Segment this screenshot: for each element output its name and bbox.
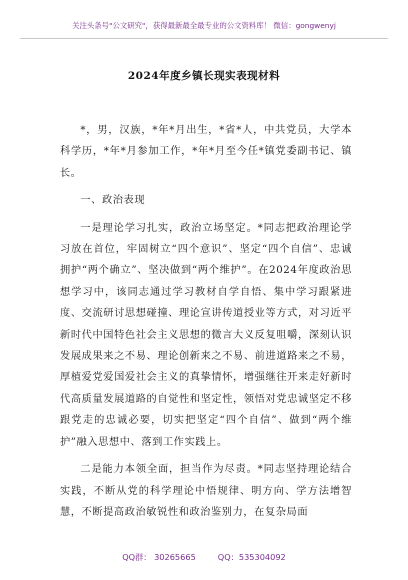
intro-paragraph: *，男，汉族，*年*月出生，*省*人，中共党员，大学本科学历，*年*月参加工作，*年*月至今任*镇党委副书记、镇长。 bbox=[60, 125, 352, 179]
header-divider bbox=[20, 38, 388, 39]
footer-contact bbox=[0, 552, 408, 563]
section-heading-political: 一、政治表现 bbox=[80, 195, 146, 207]
header-banner-note: 关注头条号"公文研究"，获得最新最全最专业的公文资料库！ 微信：gongwenyj bbox=[72, 21, 336, 30]
paragraph-ability: 二是能力本领全面，担当作为尽责。*同志坚持理论结合实践，不断从党的科学理论中悟规律、明方向、学方法增智慧，不断提高政治敏锐性和政治鉴别力，在复杂局面 bbox=[60, 464, 352, 518]
footer-qq-number: QQ：535304092 bbox=[217, 552, 286, 562]
paragraph-theory-study: 一是理论学习扎实，政治立场坚定。*同志把政治理论学习放在首位，牢固树立“四个意识”、坚定“四个自信”、忠诚拥护“两个确立”、坚决做到“两个维护”。在2024年度政治思想学习中，该同志通过学习教材自学自悟、集中学习跟紧进度、交流研讨思想碰撞、理论宣讲传道授业等方式，对习近平新时代中国特色社会主义思想的微言大义反复咀嚼，深刻认识发展成果来之不易、理论创新来之不易、前进道路来之不易，厚植爱党爱国爱社会主义的真挚情怀，增强继往开来走好新时代高质量发展道路的自觉性和坚定性，领悟对党忠诚坚定不移跟党走的忠诚必要，切实把坚定“四个自信”、做到“两个维护”融入思想中、落到工作实践上。 bbox=[60, 222, 352, 448]
footer-qq-group: QQ群： 30265665 bbox=[122, 552, 196, 562]
document-title: 2024年度乡镇长现实表现材料 bbox=[127, 70, 281, 82]
document-body bbox=[60, 120, 352, 529]
